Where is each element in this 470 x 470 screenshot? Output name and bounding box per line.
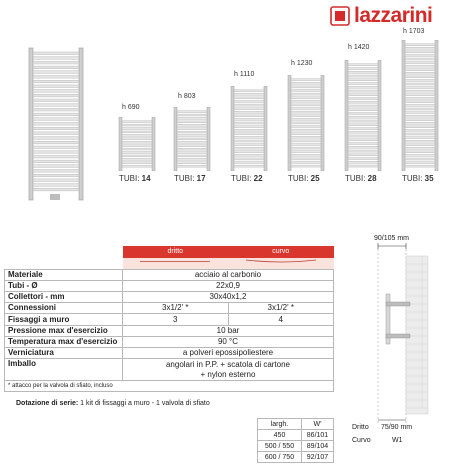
spec-row: Collettori - mm 30x40x1,2 bbox=[5, 292, 334, 303]
radiator-tube bbox=[33, 108, 79, 111]
radiator-tube bbox=[177, 118, 207, 120]
radiator-tube bbox=[234, 144, 264, 146]
radiator-tube bbox=[291, 90, 321, 92]
radiator-tube bbox=[234, 162, 264, 164]
radiator-tube bbox=[33, 57, 79, 60]
radiator-tube bbox=[33, 104, 79, 107]
radiator-tube bbox=[33, 113, 79, 116]
radiator-tube bbox=[122, 134, 152, 136]
radiator-tube bbox=[122, 138, 152, 140]
spec-shape-row bbox=[5, 258, 334, 269]
radiator-tube bbox=[405, 79, 435, 81]
radiator-tube bbox=[33, 90, 79, 93]
radiator-tube bbox=[348, 113, 378, 115]
radiator-tube bbox=[291, 162, 321, 164]
radiator-height-label: h 1420 bbox=[348, 44, 370, 51]
radiator-tubi-22 bbox=[230, 86, 268, 171]
spec-note: * attacco per la valvola di sfiato, incluso bbox=[5, 381, 334, 392]
radiator-tube bbox=[122, 141, 152, 143]
radiator-tube bbox=[234, 90, 264, 92]
radiator-tube bbox=[291, 97, 321, 99]
radiator-tube bbox=[348, 86, 378, 88]
radiator-tube bbox=[33, 123, 79, 126]
radiator-tube bbox=[291, 122, 321, 124]
radiator-tube bbox=[405, 101, 435, 103]
radiator-tube bbox=[33, 184, 79, 187]
radiator-tube bbox=[33, 80, 79, 83]
radiator-tube bbox=[33, 165, 79, 168]
radiator-tube bbox=[291, 115, 321, 117]
radiator-tube bbox=[234, 165, 264, 167]
radiator-tube bbox=[348, 154, 378, 156]
radiator-tube bbox=[33, 61, 79, 64]
spec-row: Imballo angolari in P.P. + scatola di cartone + nylon esterno bbox=[5, 359, 334, 381]
radiator-tubi-28 bbox=[344, 60, 382, 171]
widths-row: 600 / 750 92/107 bbox=[258, 452, 334, 463]
radiator-tube bbox=[291, 158, 321, 160]
radiator-tube bbox=[122, 155, 152, 157]
radiator-tube bbox=[405, 62, 435, 64]
radiator-tube bbox=[348, 79, 378, 81]
col-header-straight: dritto bbox=[123, 246, 229, 258]
radiator-tube bbox=[348, 71, 378, 73]
radiator-tube bbox=[291, 126, 321, 128]
radiator-tube bbox=[348, 131, 378, 133]
spec-note-row bbox=[5, 381, 334, 392]
wall-top-dimension: 90/105 mm bbox=[374, 235, 410, 242]
radiator-tubi-label: TUBI: 14 bbox=[119, 174, 151, 183]
radiator-tube bbox=[348, 124, 378, 126]
radiator-tube bbox=[405, 112, 435, 114]
lazzarini-logo-icon bbox=[330, 6, 350, 26]
radiator-tube bbox=[405, 51, 435, 53]
radiator-tube bbox=[405, 108, 435, 110]
radiator-tube bbox=[291, 82, 321, 84]
radiator-tube bbox=[33, 85, 79, 88]
radiator-tube bbox=[33, 132, 79, 135]
radiator-tube bbox=[177, 114, 207, 116]
widths-header-row: largh. W' bbox=[258, 419, 334, 430]
widths-table bbox=[257, 418, 334, 463]
radiator-tube bbox=[291, 154, 321, 156]
radiator-tube bbox=[234, 158, 264, 160]
radiator-tube bbox=[291, 151, 321, 153]
radiator-tube bbox=[234, 108, 264, 110]
radiator-tube bbox=[33, 155, 79, 158]
radiator-tube bbox=[234, 140, 264, 142]
radiator-tube bbox=[177, 138, 207, 140]
radiator-tube bbox=[405, 65, 435, 67]
radiator-tube bbox=[177, 148, 207, 150]
radiator-tube bbox=[291, 144, 321, 146]
radiator-tube bbox=[234, 133, 264, 135]
radiator-tube bbox=[405, 58, 435, 60]
radiator-tube bbox=[177, 141, 207, 143]
radiator-tube bbox=[177, 124, 207, 126]
radiator-tube bbox=[291, 86, 321, 88]
radiator-tube bbox=[234, 97, 264, 99]
widths-row: 500 / 550 89/104 bbox=[258, 441, 334, 452]
radiator-tube bbox=[122, 158, 152, 160]
radiator-tubi-14 bbox=[118, 117, 156, 171]
radiator-tube bbox=[33, 170, 79, 173]
radiator-tube bbox=[405, 129, 435, 131]
widths-row: 450 86/101 bbox=[258, 430, 334, 441]
radiator-tubi-17 bbox=[173, 107, 211, 171]
wall-mount-diagram bbox=[362, 234, 462, 434]
radiator-tube bbox=[291, 165, 321, 167]
radiator-tube bbox=[177, 152, 207, 154]
radiator-tube bbox=[291, 136, 321, 138]
radiator-tube bbox=[33, 174, 79, 177]
radiator-tube bbox=[177, 155, 207, 157]
radiator-tube bbox=[33, 76, 79, 79]
radiator-tubi-label: TUBI: 35 bbox=[402, 174, 434, 183]
radiator-tube bbox=[405, 90, 435, 92]
radiator-tube bbox=[405, 94, 435, 96]
radiator-tube bbox=[291, 133, 321, 135]
radiator-tube bbox=[348, 109, 378, 111]
radiator-tube bbox=[348, 120, 378, 122]
radiator-tube bbox=[234, 154, 264, 156]
spec-row: Temperatura max d'esercizio 90 °C bbox=[5, 336, 334, 347]
radiator-tube bbox=[33, 71, 79, 74]
radiator-tube bbox=[291, 111, 321, 113]
radiator-tube bbox=[405, 97, 435, 99]
radiator-tube bbox=[33, 160, 79, 163]
curved-label: Curvo bbox=[352, 437, 371, 444]
radiator-tube bbox=[348, 98, 378, 100]
radiator-tube bbox=[348, 101, 378, 103]
spec-row: Pressione max d'esercizio 10 bar bbox=[5, 325, 334, 336]
radiator-tube bbox=[177, 158, 207, 160]
radiator-tube bbox=[234, 129, 264, 131]
radiator-tube bbox=[405, 137, 435, 139]
radiator-tubi-label: TUBI: 28 bbox=[345, 174, 377, 183]
radiator-tube bbox=[234, 100, 264, 102]
brand-name: lazzarini bbox=[354, 4, 433, 27]
radiator-tube bbox=[348, 150, 378, 152]
radiator-tube bbox=[234, 115, 264, 117]
brand-logo bbox=[330, 4, 460, 28]
radiator-tube bbox=[405, 83, 435, 85]
radiator-tube bbox=[405, 104, 435, 106]
radiator-tube bbox=[405, 44, 435, 46]
radiator-tube bbox=[405, 162, 435, 164]
radiator-height-label: h 1110 bbox=[234, 71, 255, 78]
radiator-tube bbox=[348, 165, 378, 167]
radiator-tube bbox=[405, 54, 435, 56]
radiator-tube bbox=[177, 135, 207, 137]
radiator-tube bbox=[33, 146, 79, 149]
radiator-tube bbox=[177, 165, 207, 167]
radiator-tubi-25 bbox=[287, 75, 325, 171]
radiator-tube bbox=[33, 52, 79, 55]
radiator-tube bbox=[33, 94, 79, 97]
radiator-tube bbox=[291, 140, 321, 142]
radiator-tube bbox=[348, 90, 378, 92]
radiator-tube bbox=[122, 128, 152, 130]
radiator-tube bbox=[405, 165, 435, 167]
radiator-tube bbox=[234, 93, 264, 95]
radiator-tube bbox=[177, 131, 207, 133]
radiator-tube bbox=[405, 115, 435, 117]
radiator-tube bbox=[405, 72, 435, 74]
spec-table bbox=[4, 246, 334, 392]
radiator-tube bbox=[405, 69, 435, 71]
curved-shape-icon bbox=[228, 258, 334, 269]
radiator-tube bbox=[405, 140, 435, 142]
radiator-tube bbox=[348, 139, 378, 141]
radiator-tube bbox=[122, 165, 152, 167]
radiator-tube bbox=[33, 99, 79, 102]
spec-row: Tubi - Ø 22x0,9 bbox=[5, 280, 334, 291]
radiator-tube bbox=[33, 118, 79, 121]
radiator-tube bbox=[291, 129, 321, 131]
radiator-tube bbox=[348, 143, 378, 145]
radiator-tube bbox=[234, 147, 264, 149]
radiator-tube bbox=[33, 127, 79, 130]
radiator-tube bbox=[122, 152, 152, 154]
radiator-large-illustration bbox=[26, 44, 86, 204]
radiator-tube bbox=[33, 141, 79, 144]
radiator-tube bbox=[348, 146, 378, 148]
radiator-tube bbox=[33, 179, 79, 182]
radiator-tube bbox=[33, 137, 79, 140]
radiator-tube bbox=[234, 122, 264, 124]
standard-equipment: Dotazione di serie: 1 kit di fissaggi a muro - 1 valvola di sfiato bbox=[16, 400, 210, 407]
radiator-tube bbox=[405, 147, 435, 149]
curved-value: W1 bbox=[392, 437, 403, 444]
radiator-tube bbox=[177, 128, 207, 130]
radiator-tube bbox=[122, 131, 152, 133]
radiator-tubi-label: TUBI: 17 bbox=[174, 174, 206, 183]
radiator-height-label: h 1703 bbox=[403, 28, 425, 35]
spec-header-row bbox=[5, 246, 334, 258]
radiator-tube bbox=[177, 162, 207, 164]
radiator-tube bbox=[291, 100, 321, 102]
radiator-tube bbox=[405, 76, 435, 78]
radiator-tube bbox=[291, 93, 321, 95]
radiator-tube bbox=[348, 158, 378, 160]
radiator-tube bbox=[291, 104, 321, 106]
straight-value: 75/90 mm bbox=[381, 424, 413, 431]
radiator-tube bbox=[122, 124, 152, 126]
radiator-tube bbox=[405, 87, 435, 89]
radiator-tube bbox=[348, 64, 378, 66]
radiator-height-label: h 690 bbox=[122, 104, 140, 111]
radiator-tube bbox=[291, 108, 321, 110]
radiator-tubi-35 bbox=[401, 40, 439, 171]
radiator-tube bbox=[122, 121, 152, 123]
radiator-tube bbox=[291, 79, 321, 81]
radiator-tube bbox=[405, 122, 435, 124]
radiator-tube bbox=[405, 144, 435, 146]
radiator-tube bbox=[291, 118, 321, 120]
radiator-height-label: h 1230 bbox=[291, 60, 313, 67]
radiator-tube bbox=[348, 68, 378, 70]
radiator-tube bbox=[122, 145, 152, 147]
radiator-tube bbox=[122, 162, 152, 164]
straight-label: Dritto bbox=[352, 424, 369, 431]
radiator-tube bbox=[348, 135, 378, 137]
radiator-tube bbox=[122, 148, 152, 150]
radiator-tube bbox=[348, 94, 378, 96]
radiator-tube bbox=[177, 145, 207, 147]
radiator-tube bbox=[291, 147, 321, 149]
radiator-tube bbox=[177, 111, 207, 113]
radiator-tubi-label: TUBI: 22 bbox=[231, 174, 263, 183]
radiator-tube bbox=[348, 161, 378, 163]
radiator-tube bbox=[348, 116, 378, 118]
radiator-tube bbox=[234, 111, 264, 113]
radiator-tube bbox=[33, 188, 79, 191]
radiator-tube bbox=[234, 118, 264, 120]
radiator-tube bbox=[33, 151, 79, 154]
radiator-tube bbox=[405, 47, 435, 49]
spec-row: Materiale acciaio al carbonio bbox=[5, 269, 334, 280]
radiator-tube bbox=[348, 83, 378, 85]
spec-row: Fissaggi a muro 3 4 bbox=[5, 314, 334, 325]
radiator-height-label: h 803 bbox=[178, 93, 196, 100]
spec-row: Connessioni 3x1/2' * 3x1/2' * bbox=[5, 303, 334, 314]
radiator-tube bbox=[405, 119, 435, 121]
radiator-tube bbox=[234, 136, 264, 138]
radiator-tube bbox=[348, 128, 378, 130]
radiator-tube bbox=[177, 121, 207, 123]
radiator-tube bbox=[234, 126, 264, 128]
radiator-tube bbox=[405, 133, 435, 135]
radiator-tube bbox=[405, 126, 435, 128]
spec-row: Verniciatura a polveri epossipoliestere bbox=[5, 348, 334, 359]
radiator-tube bbox=[234, 151, 264, 153]
radiator-tube bbox=[33, 66, 79, 69]
radiator-tube bbox=[348, 75, 378, 77]
straight-shape-icon bbox=[123, 258, 229, 269]
radiator-tube bbox=[405, 151, 435, 153]
radiator-tubi-label: TUBI: 25 bbox=[288, 174, 320, 183]
radiator-tube bbox=[405, 154, 435, 156]
radiator-tube bbox=[405, 158, 435, 160]
radiator-tube bbox=[234, 104, 264, 106]
radiator-tube bbox=[348, 105, 378, 107]
col-header-curved: curvo bbox=[228, 246, 334, 258]
